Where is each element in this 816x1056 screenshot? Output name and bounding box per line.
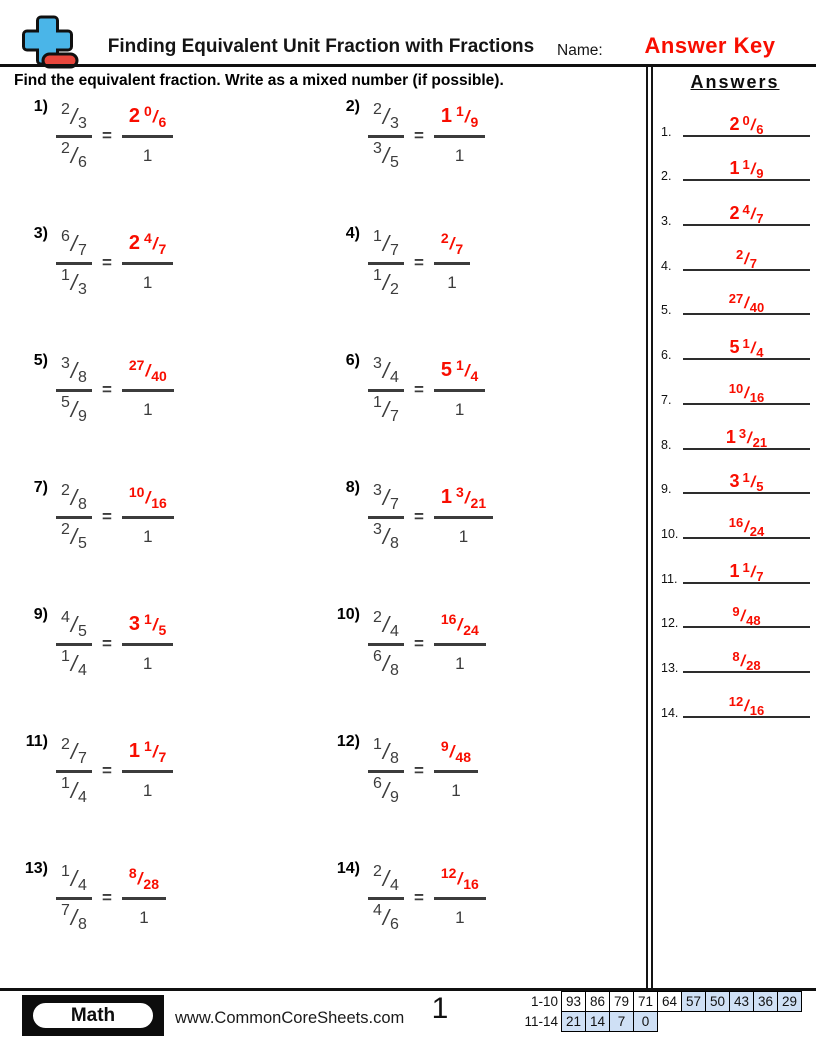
answer-row bbox=[658, 544, 812, 589]
given-fraction bbox=[56, 99, 92, 174]
equals-sign: = bbox=[413, 634, 424, 653]
answer-blank-line bbox=[683, 269, 810, 271]
page-number: 1 bbox=[431, 992, 449, 1025]
unit-denominator: 1 bbox=[142, 272, 153, 292]
bottom-fraction: 3 / 5 bbox=[373, 139, 399, 171]
answer-fraction bbox=[122, 607, 173, 682]
answer-value: 16 / 24 bbox=[440, 610, 479, 638]
score-cell: 36 bbox=[753, 991, 778, 1012]
problem-number: 12) bbox=[336, 733, 360, 750]
problem-number: 5) bbox=[33, 352, 48, 369]
answer-blank-line bbox=[683, 224, 810, 226]
answer-fraction bbox=[434, 861, 486, 936]
score-cell: 14 bbox=[585, 1011, 610, 1032]
subject-badge-pill bbox=[31, 1001, 155, 1030]
answer-value: 16/24 bbox=[728, 514, 765, 539]
answer-fraction bbox=[122, 226, 173, 301]
equals-sign: = bbox=[101, 507, 112, 526]
answer-value: 2/7 bbox=[736, 246, 757, 271]
fraction-slash: / bbox=[382, 103, 390, 129]
answer-value: 9/48 bbox=[732, 604, 761, 629]
fraction-slash: / bbox=[70, 103, 78, 129]
problem-2 bbox=[332, 96, 652, 176]
fraction-slash: / bbox=[744, 697, 749, 715]
given-fraction bbox=[56, 607, 92, 682]
bottom-fraction: 2 / 5 bbox=[61, 520, 87, 552]
bottom-fraction: 1 / 4 bbox=[61, 647, 87, 679]
problem-number: 10) bbox=[336, 606, 360, 623]
answer-number: 6. bbox=[661, 348, 672, 363]
answer-value: 8/28 bbox=[732, 648, 761, 673]
header-divider bbox=[0, 64, 816, 67]
top-fraction: 3 / 8 bbox=[61, 354, 87, 386]
answers-panel bbox=[658, 72, 812, 723]
score-cell: 21 bbox=[561, 1011, 586, 1032]
answer-value: 10/16 bbox=[728, 380, 765, 405]
answer-fraction bbox=[434, 480, 493, 555]
score-cell: 64 bbox=[657, 991, 682, 1012]
score-table bbox=[516, 991, 802, 1032]
fraction-slash: / bbox=[750, 161, 756, 179]
score-cell: 86 bbox=[585, 991, 610, 1012]
answer-fraction bbox=[122, 99, 173, 174]
answer-value: 5 1/4 bbox=[729, 336, 764, 361]
fraction-slash: / bbox=[145, 360, 151, 380]
fraction-slash: / bbox=[744, 250, 749, 268]
instruction-text: Find the equivalent fraction. Write as a mixed number (if possible). bbox=[14, 72, 504, 89]
equals-sign: = bbox=[413, 253, 424, 272]
fraction-slash: / bbox=[750, 116, 756, 134]
answer-value: 1 3/21 bbox=[725, 425, 768, 450]
answer-value: 2 0 / 6 bbox=[128, 102, 167, 130]
problem-number: 1) bbox=[33, 98, 48, 115]
unit-denominator: 1 bbox=[451, 780, 461, 800]
unit-denominator: 1 bbox=[142, 145, 153, 165]
score-cell: 43 bbox=[729, 991, 754, 1012]
answers-list bbox=[658, 97, 812, 723]
unit-denominator: 1 bbox=[142, 653, 153, 673]
answer-fraction bbox=[434, 99, 485, 174]
subject-badge-label: Math bbox=[70, 1004, 116, 1026]
given-fraction bbox=[368, 480, 404, 555]
score-row-label: 11-14 bbox=[524, 1014, 558, 1029]
given-fraction bbox=[368, 734, 404, 809]
given-fraction bbox=[56, 861, 92, 936]
top-fraction: 2 / 7 bbox=[61, 735, 87, 767]
answer-number: 1. bbox=[661, 124, 672, 139]
fraction-slash: / bbox=[145, 487, 151, 507]
bottom-fraction: 2 / 6 bbox=[61, 139, 87, 171]
answer-row bbox=[658, 276, 812, 321]
fraction-slash: / bbox=[740, 652, 746, 670]
problem-8 bbox=[332, 477, 652, 557]
problems-grid bbox=[0, 92, 646, 981]
problem-number: 2) bbox=[345, 98, 360, 115]
fraction-slash: / bbox=[70, 777, 78, 803]
answer-value: 2 / 7 bbox=[440, 229, 464, 257]
fraction-slash: / bbox=[457, 614, 463, 634]
problem-1 bbox=[20, 96, 332, 176]
answer-value: 1 1 / 7 bbox=[128, 737, 167, 765]
bottom-fraction: 1 / 2 bbox=[373, 266, 399, 298]
problem-number: 6) bbox=[345, 352, 360, 369]
problem-7 bbox=[20, 477, 332, 557]
problem-number: 14) bbox=[336, 860, 360, 877]
fraction-slash: / bbox=[70, 523, 78, 549]
answer-fraction bbox=[434, 607, 486, 682]
bottom-fraction: 5 / 9 bbox=[61, 393, 87, 425]
answer-value: 12/16 bbox=[728, 693, 765, 718]
top-fraction: 2 / 4 bbox=[373, 862, 399, 894]
answer-number: 2. bbox=[661, 169, 672, 184]
answer-value: 8 / 28 bbox=[128, 864, 159, 892]
top-fraction: 1 / 7 bbox=[373, 227, 399, 259]
problem-number: 4) bbox=[345, 225, 360, 242]
answer-number: 14. bbox=[661, 705, 679, 720]
problem-12 bbox=[332, 731, 652, 811]
answer-row bbox=[658, 589, 812, 634]
answer-value: 5 1 / 4 bbox=[440, 356, 479, 384]
bottom-fraction: 3 / 8 bbox=[373, 520, 399, 552]
fraction-slash: / bbox=[740, 608, 746, 626]
top-fraction: 2 / 3 bbox=[61, 100, 87, 132]
answer-blank-line bbox=[683, 403, 810, 405]
fraction-slash: / bbox=[382, 269, 390, 295]
answer-row bbox=[658, 231, 812, 276]
answer-value: 10 / 16 bbox=[128, 483, 167, 511]
score-cell: 93 bbox=[561, 991, 586, 1012]
given-fraction bbox=[56, 353, 92, 428]
answer-number: 12. bbox=[661, 616, 679, 631]
problem-4 bbox=[332, 223, 652, 303]
problem-number: 9) bbox=[33, 606, 48, 623]
answer-number: 8. bbox=[661, 437, 672, 452]
top-fraction: 4 / 5 bbox=[61, 608, 87, 640]
fraction-slash: / bbox=[750, 474, 756, 492]
fraction-slash: / bbox=[744, 295, 749, 313]
answers-heading: Answers bbox=[690, 72, 780, 92]
bottom-fraction: 6 / 8 bbox=[373, 647, 399, 679]
fraction-slash: / bbox=[70, 357, 78, 383]
problem-number: 7) bbox=[33, 479, 48, 496]
problem-number: 13) bbox=[24, 860, 48, 877]
fraction-slash: / bbox=[464, 106, 470, 126]
answer-value: 1 1 / 9 bbox=[440, 102, 479, 130]
score-row-label: 1-10 bbox=[530, 994, 558, 1009]
bottom-fraction: 6 / 9 bbox=[373, 774, 399, 806]
problem-9 bbox=[20, 604, 332, 684]
score-cell: 79 bbox=[609, 991, 634, 1012]
answer-row bbox=[658, 365, 812, 410]
fraction-slash: / bbox=[382, 650, 390, 676]
equals-sign: = bbox=[101, 888, 112, 907]
equals-sign: = bbox=[101, 634, 112, 653]
answer-value: 2 4/7 bbox=[729, 202, 764, 227]
answer-value: 12 / 16 bbox=[440, 864, 479, 892]
fraction-slash: / bbox=[137, 868, 143, 888]
answer-fraction bbox=[434, 226, 470, 301]
name-label: Name: bbox=[557, 42, 603, 59]
problem-5 bbox=[20, 350, 332, 430]
bottom-fraction: 4 / 6 bbox=[373, 901, 399, 933]
fraction-slash: / bbox=[382, 142, 390, 168]
given-fraction bbox=[368, 607, 404, 682]
answer-value: 27 / 40 bbox=[128, 356, 167, 384]
top-fraction: 3 / 7 bbox=[373, 481, 399, 513]
unit-denominator: 1 bbox=[143, 399, 153, 419]
fraction-slash: / bbox=[750, 340, 756, 358]
given-fraction bbox=[368, 226, 404, 301]
answer-value: 1 1/9 bbox=[729, 157, 764, 182]
score-cell: 29 bbox=[777, 991, 802, 1012]
answer-value: 3 1/5 bbox=[729, 470, 764, 495]
fraction-slash: / bbox=[152, 614, 158, 634]
top-fraction: 1 / 4 bbox=[61, 862, 87, 894]
answer-blank-line bbox=[683, 313, 810, 315]
answer-fraction bbox=[122, 353, 174, 428]
fraction-slash: / bbox=[744, 384, 749, 402]
fraction-slash: / bbox=[70, 484, 78, 510]
answer-fraction bbox=[122, 480, 174, 555]
equals-sign: = bbox=[101, 761, 112, 780]
answer-number: 10. bbox=[661, 526, 679, 541]
given-fraction bbox=[368, 861, 404, 936]
score-cell: 0 bbox=[633, 1011, 658, 1032]
fraction-slash: / bbox=[750, 206, 756, 224]
answer-fraction bbox=[434, 353, 485, 428]
fraction-slash: / bbox=[70, 142, 78, 168]
answer-row bbox=[658, 142, 812, 187]
problem-number: 11) bbox=[25, 733, 48, 750]
unit-denominator: 1 bbox=[454, 399, 465, 419]
equals-sign: = bbox=[413, 761, 424, 780]
score-row-11-14 bbox=[516, 1011, 802, 1032]
fraction-slash: / bbox=[70, 230, 78, 256]
score-cell: 71 bbox=[633, 991, 658, 1012]
answer-row bbox=[658, 678, 812, 723]
answer-row bbox=[658, 633, 812, 678]
answer-blank-line bbox=[683, 582, 810, 584]
equals-sign: = bbox=[101, 126, 112, 145]
answer-blank-line bbox=[683, 135, 810, 137]
unit-denominator: 1 bbox=[143, 526, 153, 546]
equals-sign: = bbox=[413, 888, 424, 907]
fraction-slash: / bbox=[70, 904, 78, 930]
fraction-slash: / bbox=[152, 106, 158, 126]
fraction-slash: / bbox=[382, 484, 390, 510]
answer-row bbox=[658, 186, 812, 231]
problem-number: 8) bbox=[345, 479, 360, 496]
top-fraction: 6 / 7 bbox=[61, 227, 87, 259]
answer-row bbox=[658, 410, 812, 455]
bottom-fraction: 1 / 7 bbox=[373, 393, 399, 425]
fraction-slash: / bbox=[449, 741, 455, 761]
top-fraction: 1 / 8 bbox=[373, 735, 399, 767]
answer-value: 27/40 bbox=[728, 291, 765, 316]
commoncoresheets-logo-icon bbox=[16, 12, 82, 72]
unit-denominator: 1 bbox=[455, 653, 465, 673]
answer-row bbox=[658, 320, 812, 365]
answer-value: 2 4 / 7 bbox=[128, 229, 167, 257]
answer-blank-line bbox=[683, 716, 810, 718]
fraction-slash: / bbox=[449, 233, 455, 253]
unit-denominator: 1 bbox=[455, 907, 465, 927]
answer-row bbox=[658, 499, 812, 544]
problem-number: 3) bbox=[33, 225, 48, 242]
equals-sign: = bbox=[101, 380, 112, 399]
fraction-slash: / bbox=[382, 865, 390, 891]
score-cell: 50 bbox=[705, 991, 730, 1012]
answer-value: 1 1/7 bbox=[729, 559, 764, 584]
subject-badge bbox=[22, 995, 164, 1036]
equals-sign: = bbox=[413, 126, 424, 145]
fraction-slash: / bbox=[382, 396, 390, 422]
answer-fraction bbox=[434, 734, 478, 809]
fraction-slash: / bbox=[750, 563, 756, 581]
unit-denominator: 1 bbox=[458, 526, 469, 546]
fraction-slash: / bbox=[382, 523, 390, 549]
fraction-slash: / bbox=[152, 741, 158, 761]
problem-6 bbox=[332, 350, 652, 430]
fraction-slash: / bbox=[382, 357, 390, 383]
given-fraction bbox=[368, 99, 404, 174]
answer-blank-line bbox=[683, 448, 810, 450]
answer-fraction bbox=[122, 861, 166, 936]
given-fraction bbox=[56, 226, 92, 301]
equals-sign: = bbox=[413, 380, 424, 399]
fraction-slash: / bbox=[70, 865, 78, 891]
fraction-slash: / bbox=[152, 233, 158, 253]
bottom-fraction: 7 / 8 bbox=[61, 901, 87, 933]
fraction-slash: / bbox=[382, 611, 390, 637]
given-fraction bbox=[56, 734, 92, 809]
answer-value: 2 0/6 bbox=[729, 112, 764, 137]
answer-number: 7. bbox=[661, 392, 672, 407]
unit-denominator: 1 bbox=[447, 272, 457, 292]
fraction-slash: / bbox=[457, 868, 463, 888]
problem-14 bbox=[332, 858, 652, 938]
answer-key-text: Answer Key bbox=[644, 33, 776, 58]
unit-denominator: 1 bbox=[142, 780, 153, 800]
fraction-slash: / bbox=[70, 738, 78, 764]
fraction-slash: / bbox=[747, 429, 752, 447]
answer-fraction bbox=[122, 734, 173, 809]
given-fraction bbox=[56, 480, 92, 555]
answer-blank-line bbox=[683, 358, 810, 360]
problem-13 bbox=[20, 858, 332, 938]
problem-11 bbox=[20, 731, 332, 811]
answer-value: 3 1 / 5 bbox=[128, 610, 167, 638]
answer-number: 13. bbox=[661, 660, 679, 675]
answer-blank-line bbox=[683, 537, 810, 539]
fraction-slash: / bbox=[382, 738, 390, 764]
answer-row bbox=[658, 97, 812, 142]
given-fraction bbox=[368, 353, 404, 428]
fraction-slash: / bbox=[382, 904, 390, 930]
website-link[interactable]: www.CommonCoreSheets.com bbox=[175, 1009, 405, 1027]
answer-value: 1 3 / 21 bbox=[440, 483, 487, 511]
top-fraction: 2 / 8 bbox=[61, 481, 87, 513]
fraction-slash: / bbox=[382, 230, 390, 256]
fraction-slash: / bbox=[382, 777, 390, 803]
answer-blank-line bbox=[683, 179, 810, 181]
answer-number: 11. bbox=[661, 571, 678, 586]
equals-sign: = bbox=[413, 507, 424, 526]
unit-denominator: 1 bbox=[454, 145, 465, 165]
answer-row bbox=[658, 455, 812, 500]
answer-number: 4. bbox=[661, 258, 672, 273]
problem-3 bbox=[20, 223, 332, 303]
answer-value: 9 / 48 bbox=[440, 737, 471, 765]
bottom-fraction: 1 / 4 bbox=[61, 774, 87, 806]
unit-denominator: 1 bbox=[139, 907, 149, 927]
fraction-slash: / bbox=[70, 611, 78, 637]
answer-number: 5. bbox=[661, 303, 672, 318]
score-cell: 7 bbox=[609, 1011, 634, 1032]
equals-sign: = bbox=[101, 253, 112, 272]
top-fraction: 2 / 3 bbox=[373, 100, 399, 132]
top-fraction: 3 / 4 bbox=[373, 354, 399, 386]
score-cell: 57 bbox=[681, 991, 706, 1012]
fraction-slash: / bbox=[744, 518, 749, 536]
worksheet-title: Finding Equivalent Unit Fraction with Fractions bbox=[107, 36, 535, 57]
top-fraction: 2 / 4 bbox=[373, 608, 399, 640]
fraction-slash: / bbox=[70, 650, 78, 676]
fraction-slash: / bbox=[70, 269, 78, 295]
answer-number: 9. bbox=[661, 482, 672, 497]
answer-number: 3. bbox=[661, 214, 672, 229]
score-row-1-10 bbox=[516, 991, 802, 1012]
bottom-fraction: 1 / 3 bbox=[61, 266, 87, 298]
fraction-slash: / bbox=[464, 360, 470, 380]
problem-10 bbox=[332, 604, 652, 684]
answer-blank-line bbox=[683, 492, 810, 494]
fraction-slash: / bbox=[464, 487, 470, 507]
fraction-slash: / bbox=[70, 396, 78, 422]
